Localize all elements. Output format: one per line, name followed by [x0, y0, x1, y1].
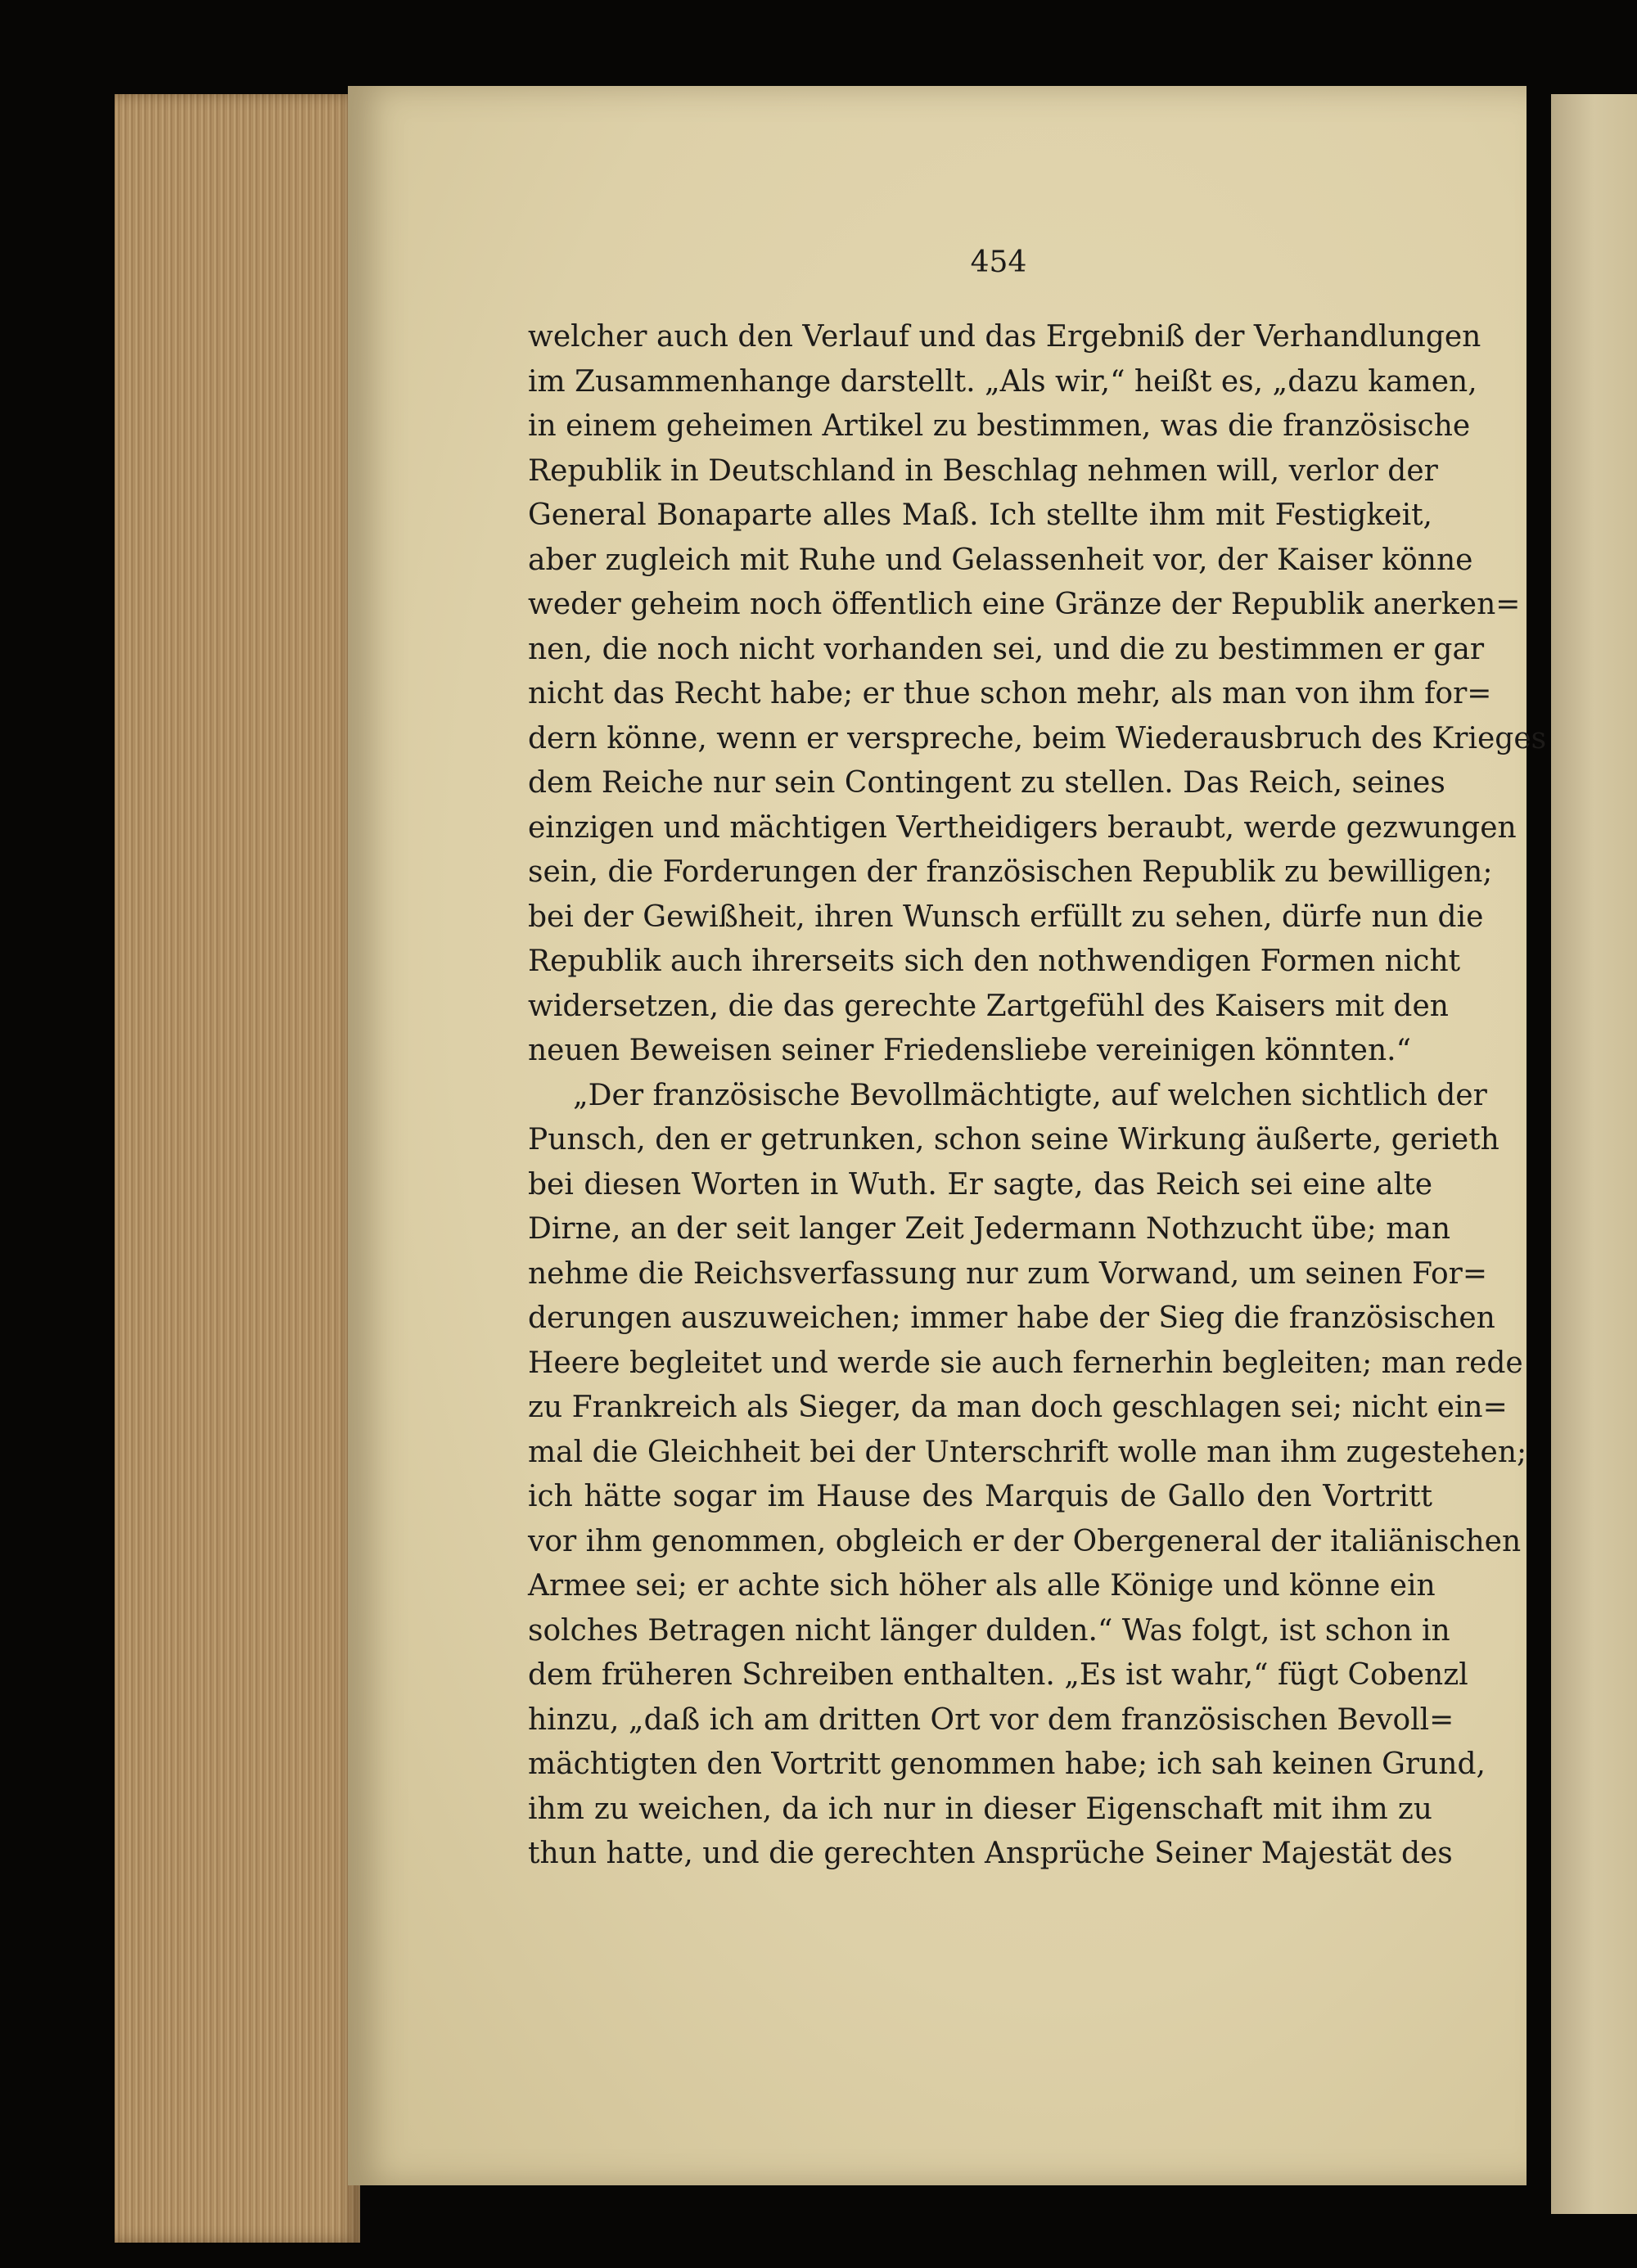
text-line: dem Reiche nur sein Contingent zu stellen. Das Reich, seines — [528, 766, 1445, 800]
text-line: solches Betragen nicht länger dulden.“ Was folgt, ist schon in — [528, 1613, 1450, 1648]
text-line: neuen Beweisen seiner Friedensliebe vereinigen könnten.“ — [528, 1034, 1411, 1067]
body-text — [528, 315, 1547, 1877]
text-line: widersetzen, die das gerechte Zartgefühl des Kaisers mit den — [528, 989, 1449, 1023]
text-line: Heere begleitet und werde sie auch fernerhin begleiten; man rede — [528, 1346, 1523, 1380]
text-line: bei der Gewißheit, ihren Wunsch erfüllt zu sehen, dürfe nun die — [528, 900, 1484, 934]
text-line: mächtigten den Vortritt genommen habe; ich sah keinen Grund, — [528, 1747, 1486, 1781]
page-number: 454 — [970, 246, 1027, 279]
text-line: ihm zu weichen, da ich nur in dieser Eigenschaft mit ihm zu — [528, 1792, 1432, 1826]
text-line: in einem geheimen Artikel zu bestimmen, was die französische — [528, 409, 1471, 443]
text-line: einzigen und mächtigen Vertheidigers beraubt, werde gezwungen — [528, 810, 1517, 845]
text-line: Armee sei; er achte sich höher als alle Könige und könne ein — [528, 1569, 1436, 1603]
text-line: Punsch, den er getrunken, schon seine Wirkung äußerte, gerieth — [528, 1123, 1499, 1157]
text-line: hinzu, „daß ich am dritten Ort vor dem französischen Bevoll= — [528, 1702, 1454, 1737]
text-line: vor ihm genommen, obgleich er der Obergeneral der italiänischen — [528, 1524, 1522, 1558]
text-line: Republik in Deutschland in Beschlag nehmen will, verlor der — [528, 453, 1438, 488]
text-line: thun hatte, und die gerechten Ansprüche Seiner Majestät des — [528, 1837, 1453, 1870]
text-line: Republik auch ihrerseits sich den nothwendigen Formen nicht — [528, 945, 1461, 978]
text-line: bei diesen Worten in Wuth. Er sagte, das Reich sei eine alte — [528, 1167, 1432, 1202]
text-line: sein, die Forderungen der französischen Republik zu bewilligen; — [528, 855, 1493, 889]
text-line: ich hätte sogar im Hause des Marquis de Gallo den Vortritt — [528, 1480, 1432, 1513]
text-line: nen, die noch nicht vorhanden sei, und die zu bestimmen er gar — [528, 632, 1485, 666]
text-line: „Der französische Bevollmächtigte, auf welchen sichtlich der — [573, 1078, 1487, 1112]
text-line: weder geheim noch öffentlich eine Gränze der Republik anerken= — [528, 588, 1521, 621]
text-line: welcher auch den Verlauf und das Ergebniß der Verhandlungen — [528, 320, 1481, 354]
text-line: zu Frankreich als Sieger, da man doch geschlagen sei; nicht ein= — [528, 1391, 1508, 1424]
text-line: Dirne, an der seit langer Zeit Jedermann Nothzucht übe; man — [528, 1212, 1451, 1246]
text-line: nehme die Reichsverfassung nur zum Vorwand, um seinen For= — [528, 1256, 1488, 1291]
text-line: dem früheren Schreiben enthalten. „Es ist wahr,“ fügt Cobenzl — [528, 1658, 1468, 1692]
text-line: dern könne, wenn er verspreche, beim Wiederausbruch des Krieges — [528, 721, 1547, 755]
text-line: aber zugleich mit Ruhe und Gelassenheit vor, der Kaiser könne — [528, 543, 1473, 577]
text-line: derungen auszuweichen; immer habe der Sieg die französischen — [528, 1301, 1495, 1335]
text-line: nicht das Recht habe; er thue schon mehr, als man von ihm for= — [528, 677, 1492, 710]
book-page-edges — [115, 94, 360, 2243]
text-line: mal die Gleichheit bei der Unterschrift wolle man ihm zugestehen; — [528, 1435, 1527, 1469]
text-line: General Bonaparte alles Maß. Ich stellte ihm mit Festigkeit, — [528, 498, 1432, 532]
facing-page-edge — [1551, 94, 1637, 2214]
text-line: im Zusammenhange darstellt. „Als wir,“ heißt es, „dazu kamen, — [528, 364, 1477, 399]
